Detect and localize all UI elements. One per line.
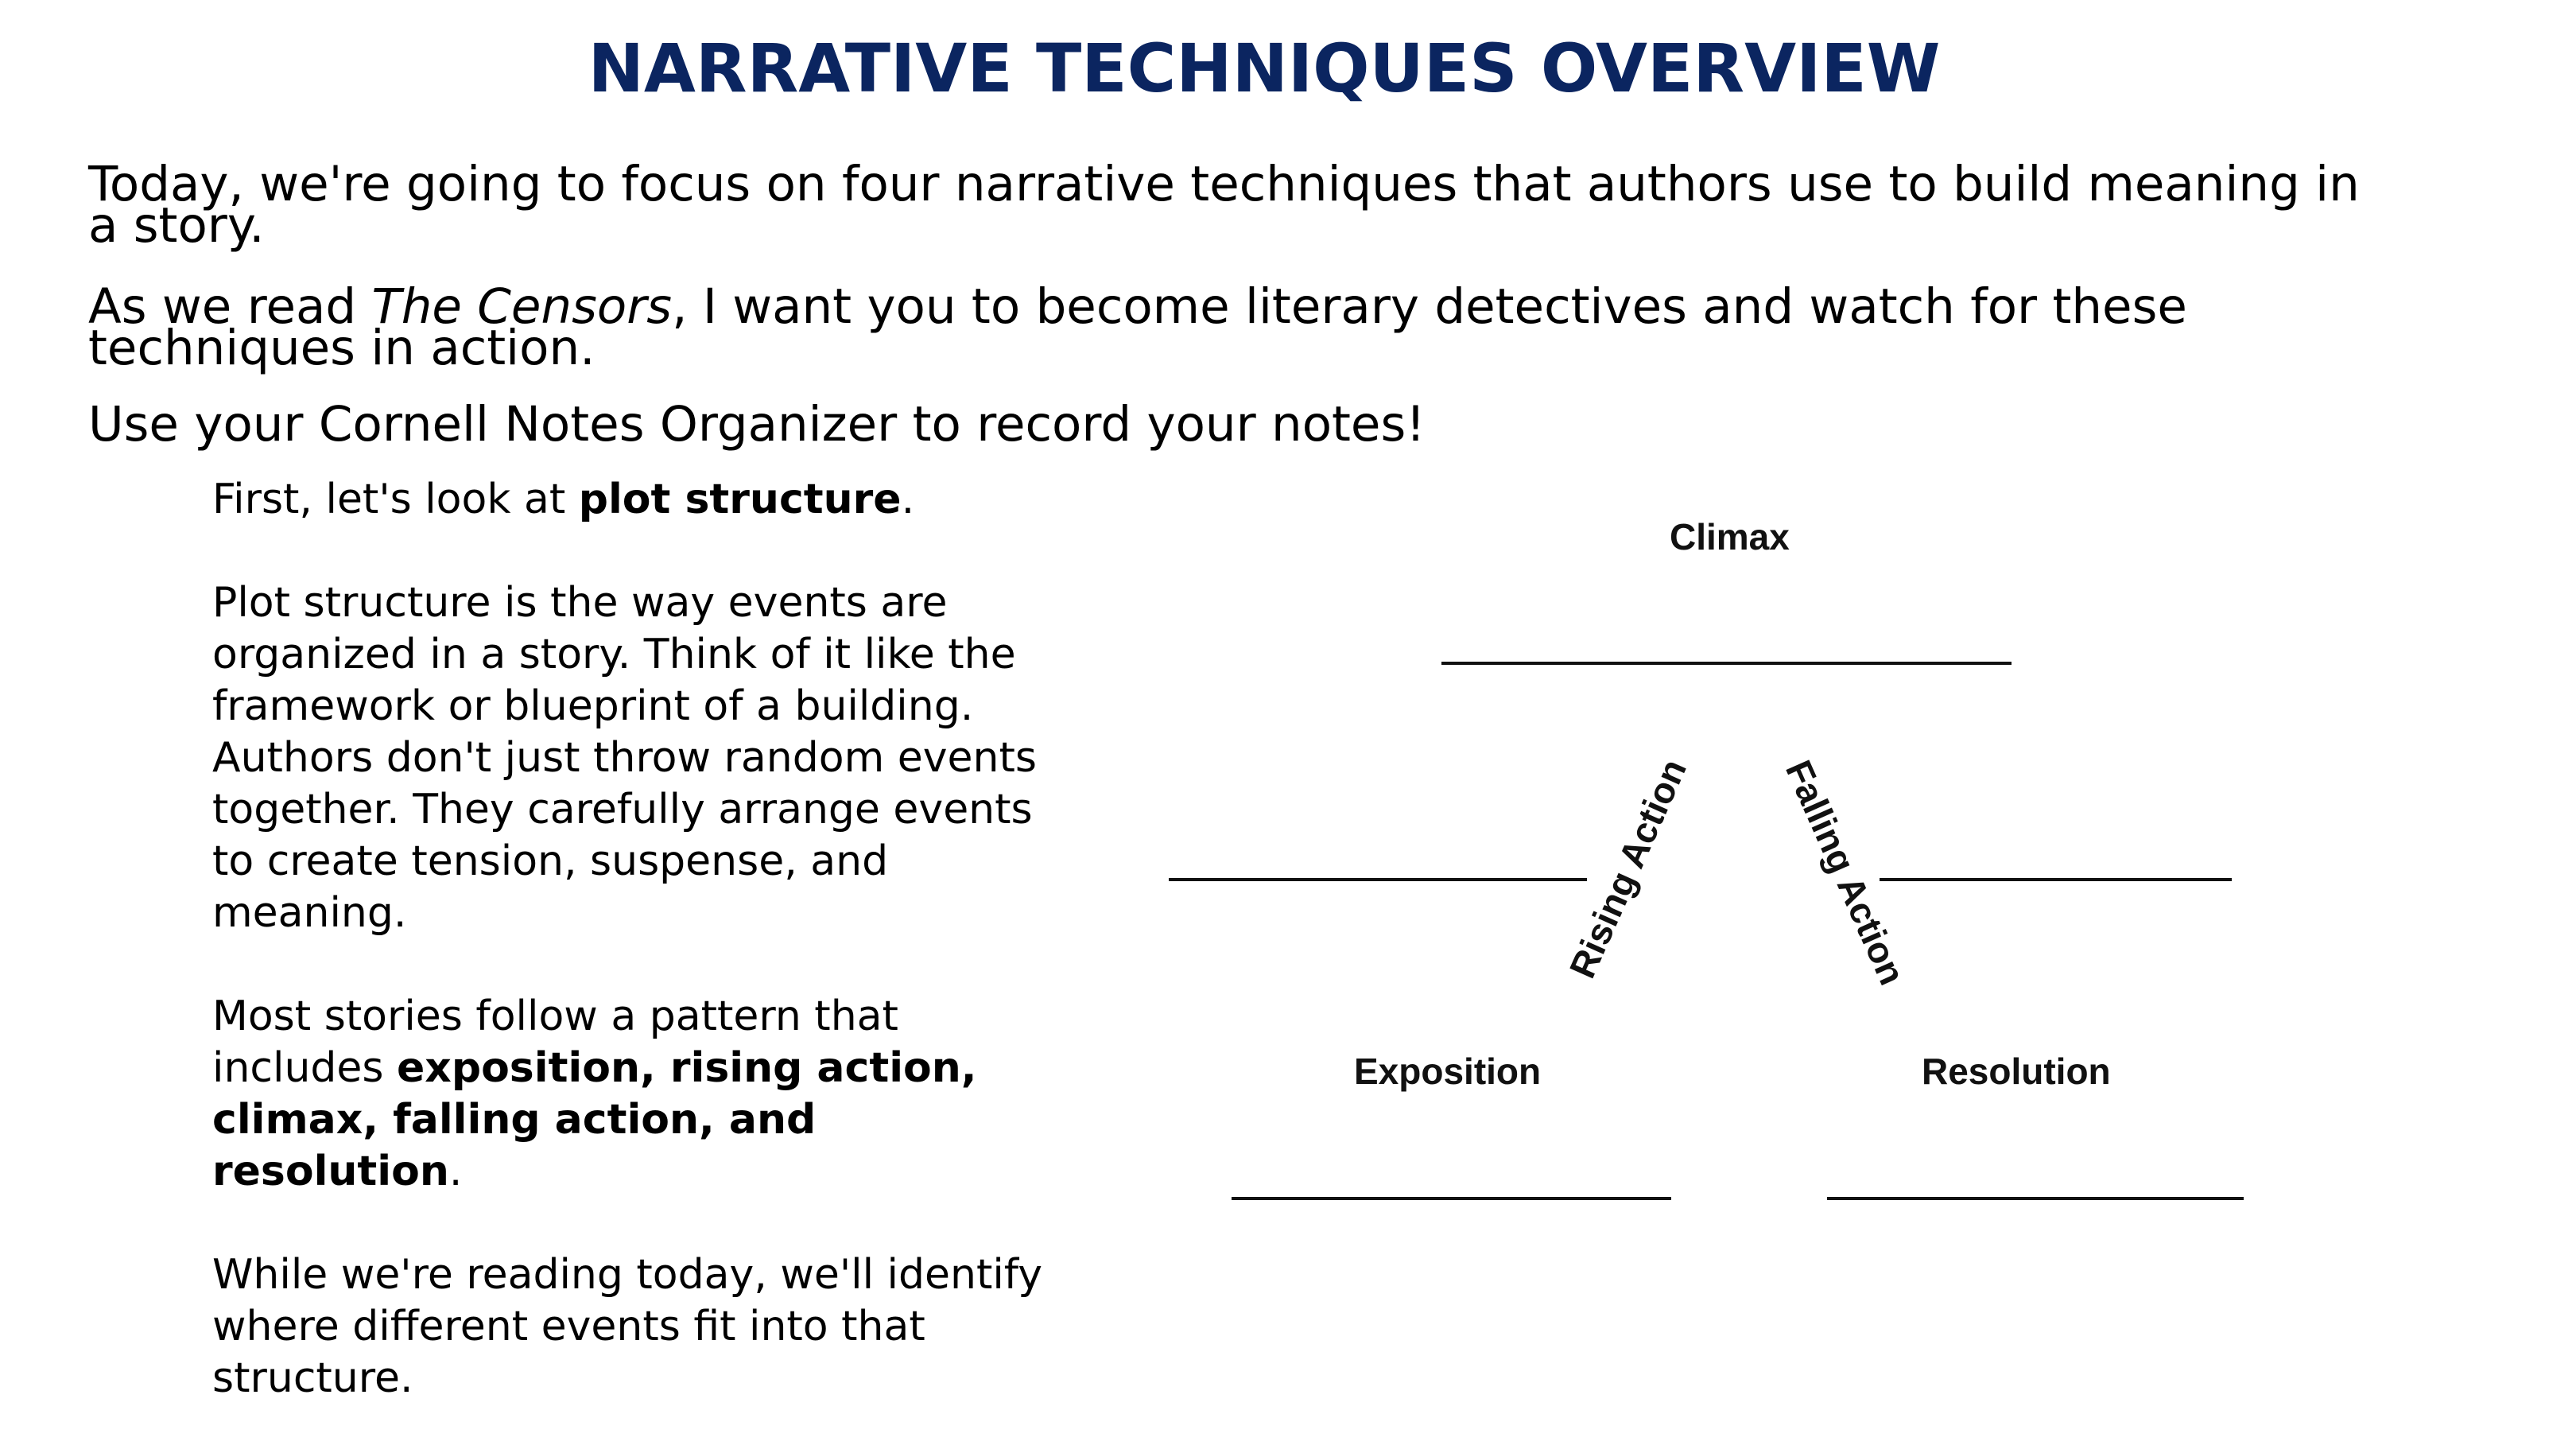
exposition-label: Exposition — [1354, 1051, 1542, 1092]
plot-pattern-terms: exposition, rising action, climax, falling action, and resolution — [212, 1044, 977, 1195]
plot-intro-line — [212, 474, 1047, 526]
rising-action-blank-line — [1169, 878, 1587, 881]
intro-paragraph-2 — [88, 278, 2394, 376]
plot-closing: While we're reading today, we'll identify where different events fit into that structure. — [212, 1251, 1042, 1402]
plot-intro-after: . — [901, 476, 915, 523]
climax-label: Climax — [1670, 516, 1790, 557]
intro-p2-before: As we read — [88, 278, 372, 335]
plot-structure-text — [212, 474, 1047, 1404]
intro-paragraph-1: Today, we're going to focus on four narrative techniques that authors use to build meaning in a story. — [88, 156, 2360, 254]
exposition-blank-line — [1232, 1197, 1671, 1200]
rising-action-label: Rising Action — [1561, 752, 1695, 985]
plot-intro-before: First, let's look at — [212, 476, 579, 523]
plot-structure-term: plot structure — [578, 476, 902, 523]
plot-diagram — [1113, 477, 2306, 1233]
resolution-blank-line — [1827, 1197, 2244, 1200]
intro-paragraph-3: Use your Cornell Notes Organizer to record your notes! — [88, 396, 1426, 453]
falling-action-label: Falling Action — [1777, 754, 1914, 991]
resolution-label: Resolution — [1922, 1051, 2111, 1092]
falling-action-blank-line — [1880, 878, 2232, 881]
plot-pattern-before: Most stories follow a pattern that includes — [212, 993, 898, 1092]
climax-blank-line — [1441, 662, 2012, 665]
page-title: NARRATIVE TECHNIQUES OVERVIEW — [588, 29, 1941, 107]
plot-definition: Plot structure is the way events are organized in a story. Think of it like the framework or blueprint of a building. Authors don't just throw random events together. They carefully arrange events to create tension, suspense, and meaning. — [212, 579, 1037, 937]
book-title: The Censors — [371, 278, 673, 335]
plot-pattern-after: . — [448, 1148, 463, 1195]
plot-pattern — [212, 991, 1047, 1198]
intro-p2-after: , I want you to become literary detectives and watch for these techniques in action. — [88, 278, 2187, 376]
